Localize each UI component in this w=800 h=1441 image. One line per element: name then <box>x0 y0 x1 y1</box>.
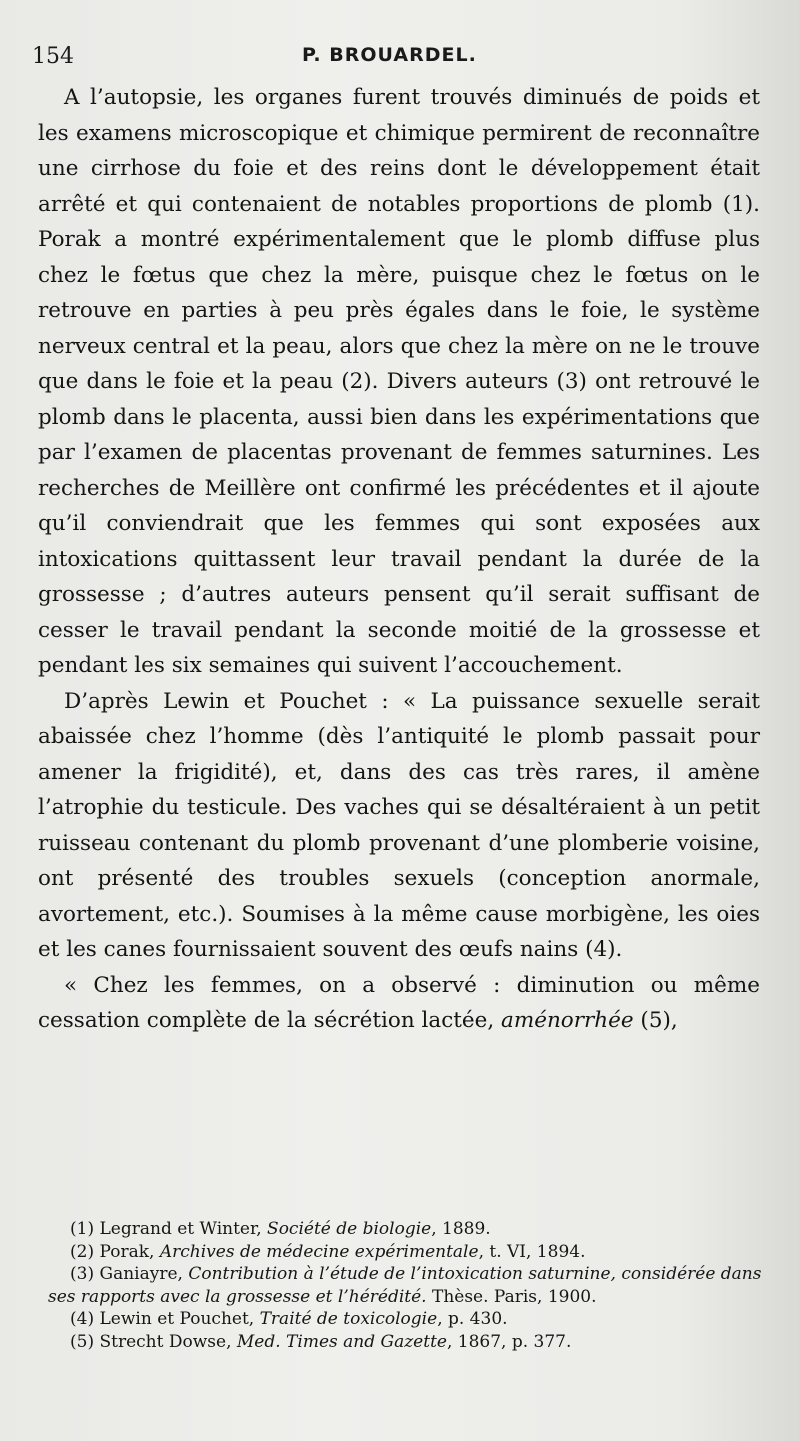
footnote-text: Strecht Dowse, <box>99 1331 237 1352</box>
paragraph-2: D’après Lewin et Pouchet : « La puissance sexuelle serait abaissée chez l’homme (dès l’antiquité le plomb passait pour amener la frigidité), et, dans des cas très rares, il amène l’atrophie du testicule. Des vaches qui se désaltéraient à un petit ruisseau contenant du plomb provenant d’une plomberie voisine, ont présenté des troubles sexuels (conception anormale, avortement, etc.). Soumises à la même cause morbigène, les oies et les canes fournissaient souvent des œufs nains (4). <box>38 688 760 962</box>
paragraph-1: A l’autopsie, les organes furent trouvés diminués de poids et les examens microscopique et chimique permirent de reconnaître une cirrhose du foie et des reins dont le développement était arrêté et qui contenaient de notables proportions de plomb (1). Porak a montré expérimentalement que le plomb diffuse plus chez le fœtus que chez la mère, puisque chez le fœtus on le retrouve en parties à peu près égales dans le foie, le système nerveux central et la peau, alors que chez la mère on ne le trouve que dans le foie et la peau (2). Divers auteurs (3) ont retrouvé le plomb dans le placenta, aussi bien dans les expérimentations que par l’examen de placentas provenant de femmes saturnines. Les recherches de Meillère ont confirmé les précédentes et il ajoute qu’il conviendrait que les femmes qui sont exposées aux intoxications quittassent leur travail pendant la durée de la grossesse ; d’autres auteurs pensent qu’il serait suffisant de cesser le travail pendant la seconde moitié de la grossesse et pendant les six semaines qui suivent l’accouchement. <box>38 85 760 678</box>
footnote-number: (5) <box>70 1331 95 1352</box>
footnote-italic: Traité de toxicologie <box>259 1309 438 1329</box>
footnote-text-after: , t. VI, 1894. <box>478 1241 586 1262</box>
footnote-text-after: Thèse. Paris, 1900. <box>426 1286 597 1307</box>
footnote-number: (4) <box>70 1309 95 1329</box>
footnote-text: Legrand et Winter, <box>99 1219 268 1239</box>
footnote-italic: Archives de médecine expérimentale <box>159 1241 479 1262</box>
footnote-4 <box>48 1308 766 1331</box>
paragraph-3-text-after: (5), <box>633 1008 678 1033</box>
footnote-text: Ganiayre, <box>99 1264 189 1284</box>
footnote-number: (1) <box>70 1219 95 1239</box>
footnotes <box>48 1218 766 1353</box>
paragraph-3-italic: aménorrhée <box>501 1008 634 1033</box>
footnote-2 <box>48 1241 766 1264</box>
footnote-1 <box>48 1218 766 1241</box>
footnote-number: (3) <box>70 1264 95 1284</box>
footnote-3 <box>48 1263 766 1308</box>
footnote-italic: Contribution à l’étude de l’intoxication saturnine, considérée dans ses rapports avec la grossesse et l’hérédité. <box>48 1264 762 1307</box>
paragraph-3 <box>38 968 760 1039</box>
footnote-text-after: , 1867, p. 377. <box>446 1331 572 1352</box>
footnote-text: Porak, <box>99 1241 160 1262</box>
footnote-number: (2) <box>70 1241 95 1262</box>
running-head <box>32 36 762 72</box>
footnote-text: Lewin et Pouchet, <box>99 1309 260 1329</box>
footnote-5 <box>48 1331 766 1354</box>
footnote-italic: Med. Times and Gazette <box>236 1331 447 1352</box>
page-number: 154 <box>32 44 74 69</box>
running-title: P. BROUARDEL. <box>302 44 477 66</box>
paragraph-3-text-before: « Chez les femmes, on a observé : diminution ou même cessation complète de la sécrétion lactée, <box>38 972 760 1033</box>
body-text <box>38 80 760 1039</box>
footnote-italic: Société de biologie <box>267 1219 432 1239</box>
footnote-text-after: , p. 430. <box>437 1309 508 1329</box>
footnote-text-after: , 1889. <box>431 1219 491 1239</box>
